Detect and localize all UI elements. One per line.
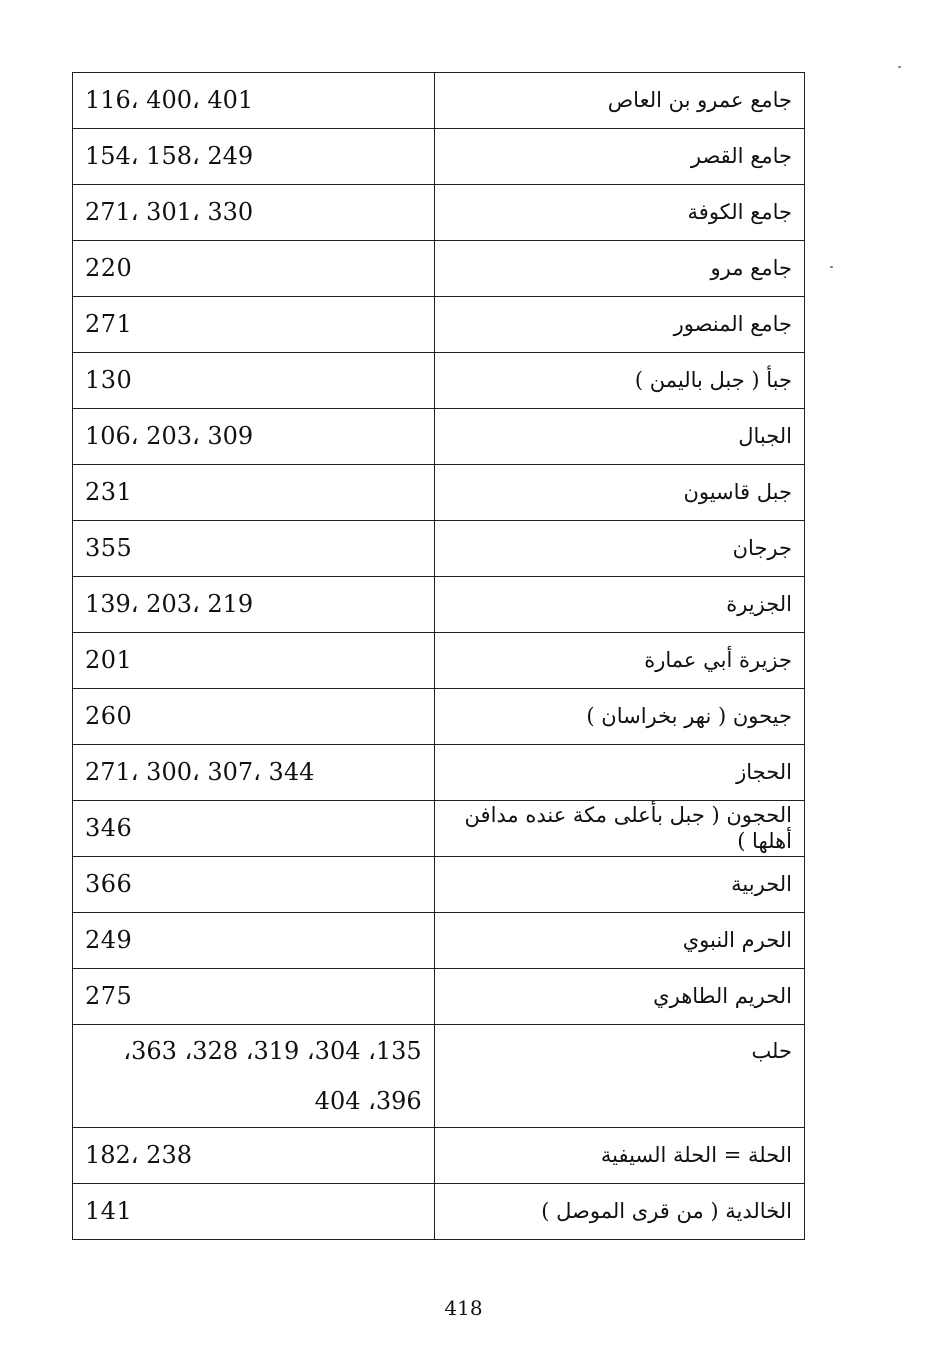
place-name: الحجون ( جبل بأعلى مكة عنده مدافن أهلها ) bbox=[434, 801, 804, 857]
table-row bbox=[73, 241, 805, 297]
page-references: 346 bbox=[73, 801, 435, 857]
page-references: 154، 158، 249 bbox=[73, 129, 435, 185]
place-name: الجبال bbox=[434, 409, 804, 465]
place-name: الحجاز bbox=[434, 745, 804, 801]
page-references: 141 bbox=[73, 1184, 435, 1240]
page-references: 220 bbox=[73, 241, 435, 297]
table-row bbox=[73, 577, 805, 633]
place-name: جامع المنصور bbox=[434, 297, 804, 353]
table-row bbox=[73, 745, 805, 801]
place-name: جبل قاسيون bbox=[434, 465, 804, 521]
place-name: جرجان bbox=[434, 521, 804, 577]
place-name: الحلة = الحلة السيفية bbox=[434, 1128, 804, 1184]
page-references: 271، 300، 307، 344 bbox=[73, 745, 435, 801]
page-references: 271 bbox=[73, 297, 435, 353]
table-row bbox=[73, 969, 805, 1025]
table-row bbox=[73, 689, 805, 745]
table-row bbox=[73, 409, 805, 465]
table-row bbox=[73, 185, 805, 241]
place-name: جامع مرو bbox=[434, 241, 804, 297]
page-references: 139، 203، 219 bbox=[73, 577, 435, 633]
place-name: جزيرة أبي عمارة bbox=[434, 633, 804, 689]
place-name: الحربية bbox=[434, 857, 804, 913]
table-row bbox=[73, 1184, 805, 1240]
page-references: 106، 203، 309 bbox=[73, 409, 435, 465]
table-row bbox=[73, 353, 805, 409]
page-references: 275 bbox=[73, 969, 435, 1025]
table-row bbox=[73, 633, 805, 689]
page-references: 249 bbox=[73, 913, 435, 969]
table-row bbox=[73, 297, 805, 353]
place-name: جبأ ( جبل باليمن ) bbox=[434, 353, 804, 409]
place-name: الحريم الطاهري bbox=[434, 969, 804, 1025]
table-row bbox=[73, 129, 805, 185]
place-name: جامع عمرو بن العاص bbox=[434, 73, 804, 129]
page-references: 182، 238 bbox=[73, 1128, 435, 1184]
table-row bbox=[73, 913, 805, 969]
place-name: جيحون ( نهر بخراسان ) bbox=[434, 689, 804, 745]
page-number: 418 bbox=[444, 1296, 483, 1320]
place-index-table bbox=[72, 72, 805, 1240]
table-row bbox=[73, 521, 805, 577]
table-row bbox=[73, 73, 805, 129]
place-name: الحرم النبوي bbox=[434, 913, 804, 969]
page-references: 116، 400، 401 bbox=[73, 73, 435, 129]
page-references: 355 bbox=[73, 521, 435, 577]
table-row bbox=[73, 857, 805, 913]
place-name: الخالدية ( من قرى الموصل ) bbox=[434, 1184, 804, 1240]
page-references: 271، 301، 330 bbox=[73, 185, 435, 241]
page-references: 201 bbox=[73, 633, 435, 689]
scan-speck bbox=[830, 266, 833, 268]
place-name: جامع الكوفة bbox=[434, 185, 804, 241]
scan-speck bbox=[898, 66, 901, 68]
table-row bbox=[73, 1128, 805, 1184]
page-references: 260 bbox=[73, 689, 435, 745]
table-row bbox=[73, 465, 805, 521]
page-references: 135، 304، 319، 328، 363، 396، 404 bbox=[73, 1025, 435, 1128]
table-row bbox=[73, 801, 805, 857]
place-name: جامع القصر bbox=[434, 129, 804, 185]
place-name: الجزيرة bbox=[434, 577, 804, 633]
page-references: 366 bbox=[73, 857, 435, 913]
place-name: حلب bbox=[434, 1025, 804, 1128]
page-references: 130 bbox=[73, 353, 435, 409]
page-references: 231 bbox=[73, 465, 435, 521]
table-row bbox=[73, 1025, 805, 1128]
